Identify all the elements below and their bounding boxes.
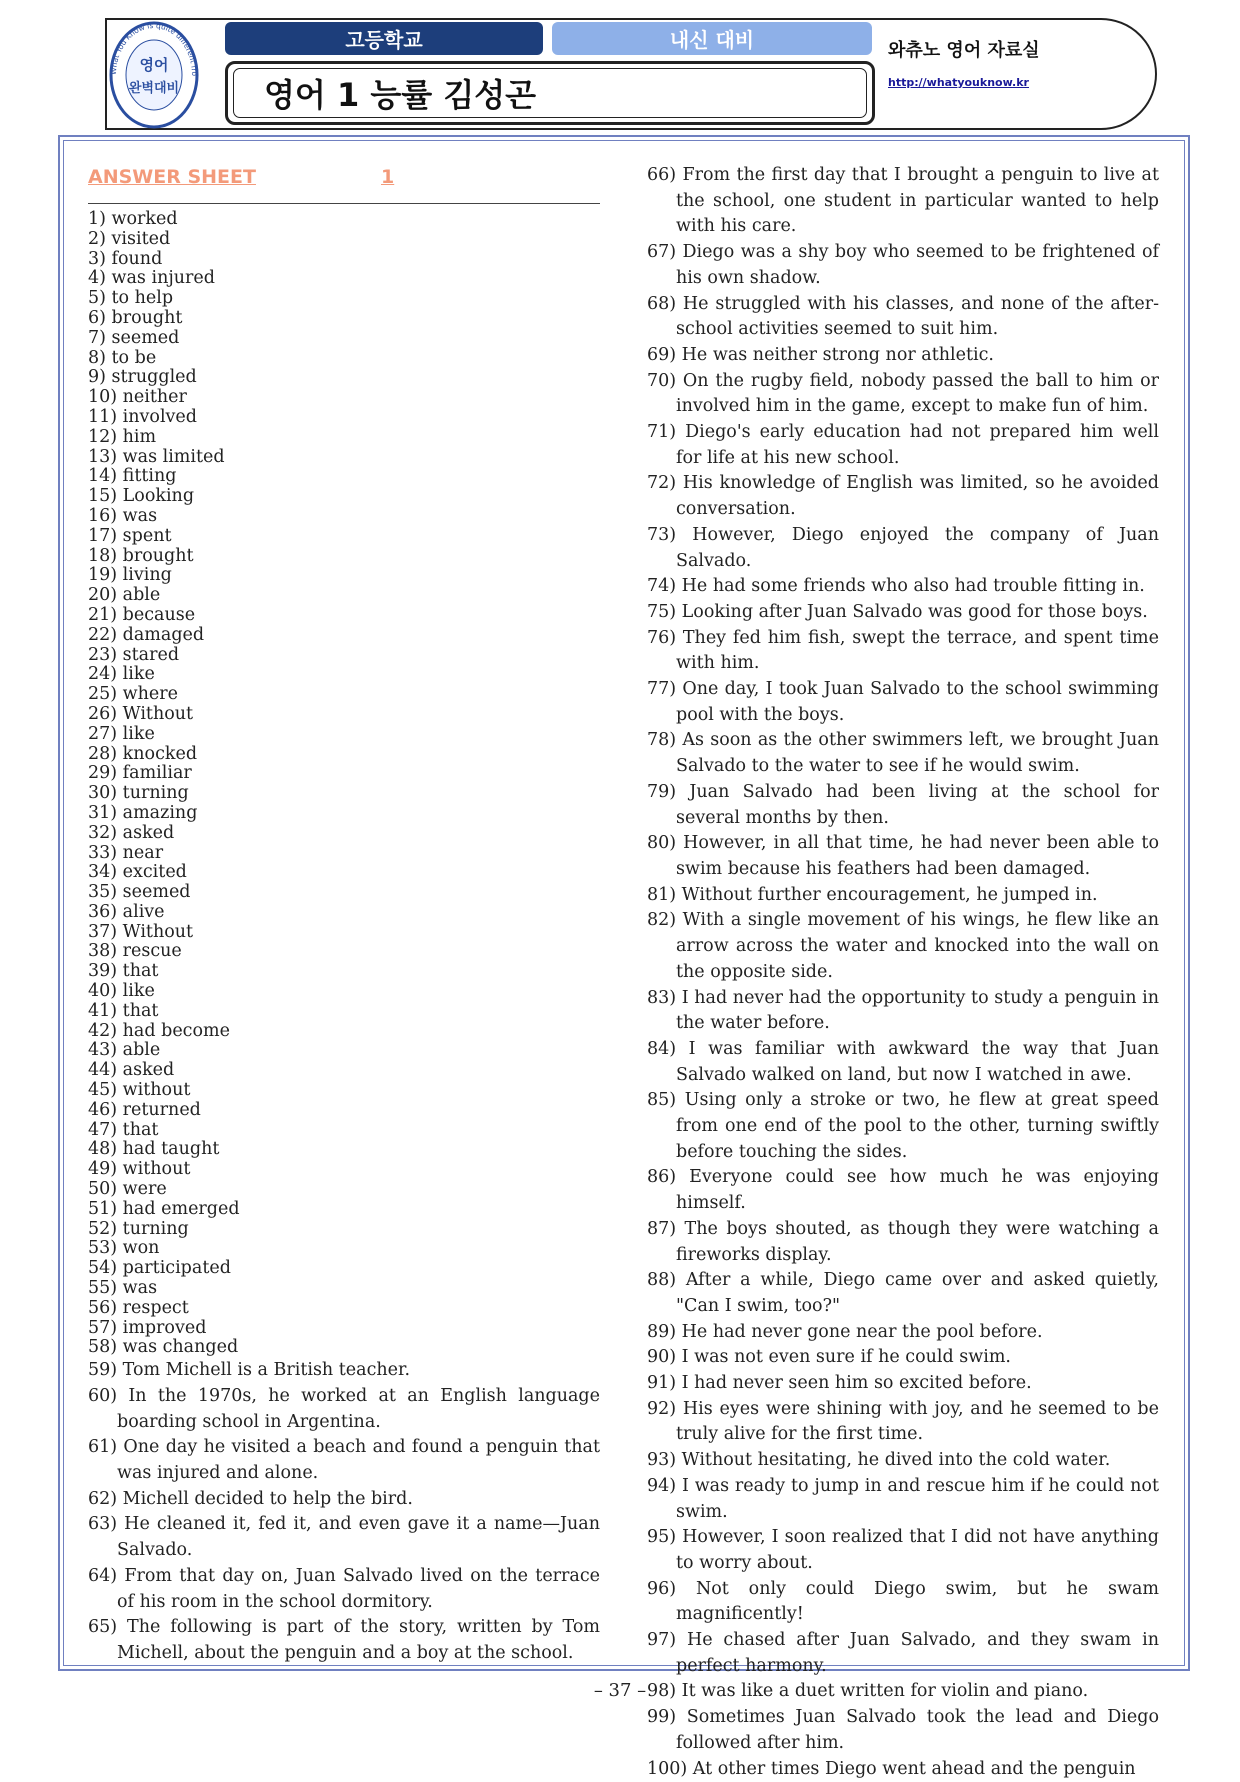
answer-item: 26) Without: [88, 703, 194, 724]
logo-seal: [108, 20, 200, 130]
answer-item: 11) involved: [88, 406, 197, 427]
answer-item: 21) because: [88, 604, 196, 625]
answer-item: 75) Looking after Juan Salvado was good for those boys.: [647, 601, 1148, 622]
answer-item: 69) He was neither strong nor athletic.: [647, 344, 994, 365]
answer-item: 34) excited: [88, 862, 187, 883]
answer-item: 87) The boys shouted, as though they were watching a fireworks display.: [647, 1218, 1159, 1265]
answer-item: 89) He had never gone near the pool before.: [647, 1321, 1043, 1342]
answer-item: 79) Juan Salvado had been living at the school for several months by then.: [647, 781, 1159, 828]
answer-item: 36) alive: [88, 901, 165, 922]
answer-item: 95) However, I soon realized that I did not have anything to worry about.: [647, 1527, 1159, 1573]
answer-item: 45) without: [88, 1080, 191, 1101]
answer-sheet-number: 1: [380, 166, 395, 188]
answer-item: 35) seemed: [88, 882, 191, 903]
answer-item: 39) that: [88, 961, 159, 982]
page-title: 영어 1 능률 김성곤: [233, 68, 867, 118]
answer-item: 58) was changed: [88, 1337, 239, 1358]
answer-item: 44) asked: [88, 1060, 175, 1081]
answer-item: 65) The following is part of the story, written by Tom Michell, about the penguin and a boy at the school.: [88, 1617, 600, 1663]
answer-item: 12) him: [88, 426, 157, 447]
answer-item: 2) visited: [88, 228, 171, 249]
answer-item: 77) One day, I took Juan Salvado to the school swimming pool with the boys.: [647, 679, 1159, 725]
short-answer-list: [88, 210, 600, 1358]
answer-item: 97) He chased after Juan Salvado, and they swam in perfect harmony.: [647, 1630, 1159, 1676]
answer-item: 47) that: [88, 1119, 159, 1140]
answer-item: 29) familiar: [88, 763, 192, 784]
answer-item: 56) respect: [88, 1297, 189, 1318]
answer-item: 13) was limited: [88, 446, 225, 467]
answer-item: 49) without: [88, 1159, 191, 1180]
answer-item: 1) worked: [88, 209, 178, 229]
answer-item: 4) was injured: [88, 268, 215, 289]
answer-item: 6) brought: [88, 307, 183, 328]
answer-item: 82) With a single movement of his wings, he flew like an arrow across the water and knocked into the wall on the opposite side.: [647, 910, 1159, 982]
answer-item: 22) damaged: [88, 624, 205, 645]
answer-item: 23) stared: [88, 644, 180, 665]
answer-item: 86) Everyone could see how much he was enjoying himself.: [647, 1167, 1159, 1214]
answer-item: 73) However, Diego enjoyed the company of Juan Salvado.: [647, 524, 1159, 571]
answer-item: 81) Without further encouragement, he jumped in.: [647, 884, 1098, 905]
answer-item: 70) On the rugby field, nobody passed the ball to him or involved him in the game, except to make fun of him.: [647, 370, 1159, 417]
answer-item: 25) where: [88, 684, 178, 705]
answer-item: 37) Without: [88, 921, 194, 942]
answer-item: 16) was: [88, 505, 158, 526]
answer-item: 59) Tom Michell is a British teacher.: [88, 1360, 411, 1381]
answer-item: 42) had become: [88, 1020, 230, 1041]
page-number: – 37 –: [593, 1680, 647, 1701]
answer-item: 63) He cleaned it, fed it, and even gave it a name—Juan Salvado.: [88, 1514, 600, 1561]
logo-line1: 영어: [139, 56, 169, 74]
logo-ring-text: What You Know is quite different fro: [108, 20, 200, 77]
answer-item: 54) participated: [88, 1258, 231, 1279]
answer-item: 3) found: [88, 248, 163, 269]
answer-item: 57) improved: [88, 1317, 207, 1338]
answer-item: 55) was: [88, 1278, 158, 1299]
answer-item: 20) able: [88, 585, 161, 606]
answer-item: 64) From that day on, Juan Salvado lived on the terrace of his room in the school dormitory.: [88, 1565, 600, 1612]
answer-item: 19) living: [88, 565, 172, 586]
answer-item: 91) I had never seen him so excited before.: [647, 1373, 1032, 1394]
answer-item: 93) Without hesitating, he dived into the cold water.: [647, 1450, 1111, 1471]
answer-item: 67) Diego was a shy boy who seemed to be frightened of his own shadow.: [647, 242, 1159, 288]
answer-item: 78) As soon as the other swimmers left, we brought Juan Salvado to the water to see if he would swim.: [647, 730, 1159, 777]
answer-item: 84) I was familiar with awkward the way that Juan Salvado walked on land, but now I watched in awe.: [647, 1038, 1159, 1085]
answer-item: 48) had taught: [88, 1139, 220, 1160]
answer-item: 43) able: [88, 1040, 161, 1061]
answer-item: 27) like: [88, 723, 155, 744]
answer-item: 96) Not only could Diego swim, but he swam magnificently!: [647, 1578, 1159, 1625]
answer-item: 15) Looking: [88, 486, 195, 507]
answer-item: 76) They fed him fish, swept the terrace, and spent time with him.: [647, 627, 1159, 674]
title-divider: [88, 203, 600, 204]
answer-item: 17) spent: [88, 525, 172, 546]
answer-item: 88) After a while, Diego came over and asked quietly, "Can I swim, too?": [647, 1270, 1159, 1316]
answer-item: 85) Using only a stroke or two, he flew at great speed from one end of the pool to the other, turning swiftly before touching the sides.: [647, 1090, 1159, 1162]
answer-item: 52) turning: [88, 1218, 189, 1239]
answer-item: 33) near: [88, 842, 164, 863]
logo-seal-graphic: [108, 20, 200, 130]
answer-item: 74) He had some friends who also had trouble fitting in.: [647, 576, 1145, 597]
title-box: [225, 61, 875, 125]
answer-item: 94) I was ready to jump in and rescue him if he could not swim.: [647, 1475, 1159, 1522]
answer-item: 61) One day he visited a beach and found a penguin that was injured and alone.: [88, 1437, 600, 1484]
answer-item: 18) brought: [88, 545, 194, 566]
answer-item: 9) struggled: [88, 367, 197, 388]
answer-item: 24) like: [88, 664, 155, 685]
answer-item: 98) It was like a duet written for violin and piano.: [647, 1681, 1089, 1702]
answer-item: 28) knocked: [88, 743, 198, 764]
tab-school: 고등학교: [225, 22, 543, 55]
tab-exam: 내신 대비: [552, 22, 872, 55]
answers-right-column: [647, 163, 1159, 1782]
answer-item: 92) His eyes were shining with joy, and he seemed to be truly alive for the first time.: [647, 1398, 1159, 1445]
logo-line2: 완벽대비: [128, 81, 180, 96]
answer-item: 14) fitting: [88, 466, 177, 487]
answer-item: 8) to be: [88, 347, 157, 368]
answer-item: 38) rescue: [88, 941, 182, 962]
answer-item: 40) like: [88, 981, 155, 1002]
answer-item: 83) I had never had the opportunity to study a penguin in the water before.: [647, 987, 1159, 1034]
answer-sheet-label: ANSWER SHEET: [88, 166, 256, 188]
sentence-answer-list-left: [88, 1358, 600, 1666]
answer-item: 60) In the 1970s, he worked at an English language boarding school in Argentina.: [88, 1385, 600, 1432]
answer-item: 41) that: [88, 1000, 159, 1021]
answer-item: 90) I was not even sure if he could swim.: [647, 1347, 1011, 1368]
answer-item: 5) to help: [88, 288, 174, 309]
answer-item: 66) From the first day that I brought a penguin to live at the school, one student in particular wanted to help with his care.: [647, 165, 1159, 237]
answer-item: 7) seemed: [88, 327, 180, 348]
answer-item: 71) Diego's early education had not prepared him well for life at his new school.: [647, 422, 1159, 468]
answers-left-column: [88, 210, 600, 1667]
answer-item: 31) amazing: [88, 802, 198, 823]
answer-item: 50) were: [88, 1179, 167, 1200]
answer-item: 100) At other times Diego went ahead and the penguin: [647, 1758, 1136, 1779]
answer-sheet-title: [88, 166, 394, 188]
answer-item: 30) turning: [88, 783, 189, 804]
answer-item: 46) returned: [88, 1099, 201, 1120]
brand-name: 와츄노 영어 자료실: [888, 40, 1040, 61]
answer-item: 68) He struggled with his classes, and none of the after-school activities seemed to suit him.: [647, 293, 1159, 340]
site-link[interactable]: http://whatyouknow.kr: [888, 76, 1029, 89]
answer-item: 10) neither: [88, 387, 187, 408]
answer-item: 53) won: [88, 1238, 160, 1259]
answer-item: 62) Michell decided to help the bird.: [88, 1488, 413, 1509]
answer-item: 32) asked: [88, 822, 175, 843]
answer-item: 99) Sometimes Juan Salvado took the lead and Diego followed after him.: [647, 1707, 1159, 1753]
answer-item: 72) His knowledge of English was limited, so he avoided conversation.: [647, 473, 1159, 520]
answer-item: 80) However, in all that time, he had never been able to swim because his feathers had been damaged.: [647, 833, 1159, 879]
answer-item: 51) had emerged: [88, 1198, 240, 1219]
